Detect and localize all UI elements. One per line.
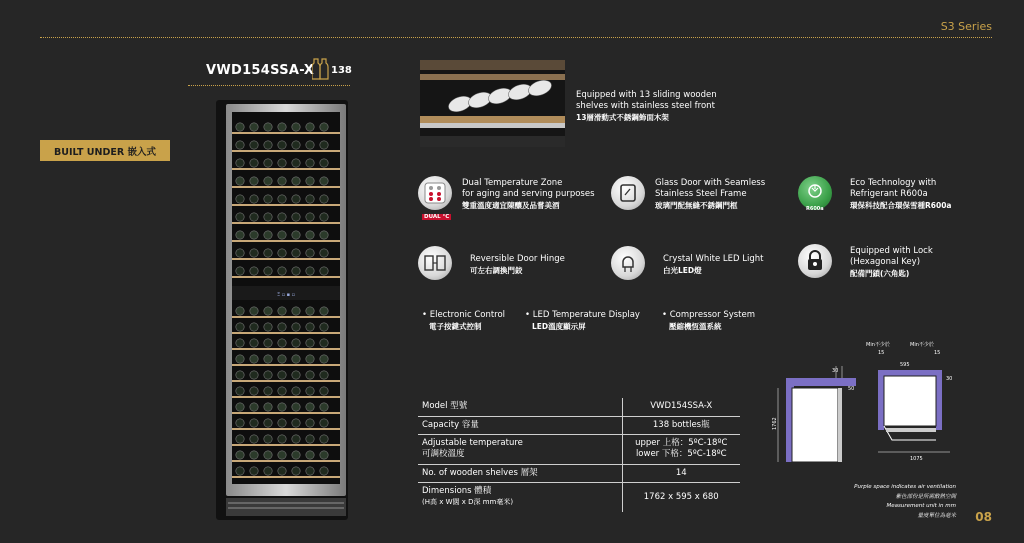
table-row: Model 型號 VWD154SSA-X bbox=[418, 398, 740, 416]
spec-table bbox=[418, 398, 740, 512]
table-row: Dimensions 體積 (H高 x W闊 x D深 mm毫米) 1762 x 595 x 680 bbox=[418, 482, 740, 512]
feature-led-light: Crystal White LED Light 白光LED燈 bbox=[611, 246, 801, 296]
side-view-diagram bbox=[772, 364, 860, 474]
bullet-compressor: • Compressor System 壓縮機恆溫系統 bbox=[662, 310, 756, 331]
r600a-badge: R600a bbox=[806, 206, 824, 212]
dim-15a: 15 bbox=[878, 350, 885, 356]
bullet-electronic-control: • Electronic Control 電子按鍵式控制 bbox=[422, 310, 506, 331]
dim-1762: 1762 bbox=[772, 417, 778, 430]
eco-r600a-icon bbox=[798, 176, 832, 210]
shelf-caption: Equipped with 13 sliding wooden shelves with stainless steel front 13層滑動式不銹鋼飾面木架 bbox=[576, 90, 717, 122]
dim-595: 595 bbox=[900, 362, 910, 368]
note-unit-en: Measurement unit in mm bbox=[886, 503, 956, 509]
dim-50: 50 bbox=[848, 386, 855, 392]
fridge-display: Ξ ▫ ▪ ▫ bbox=[276, 292, 296, 298]
model-title: VWD154SSA-X bbox=[206, 63, 315, 78]
lock-icon bbox=[798, 244, 832, 278]
feature-lock: Equipped with Lock (Hexagonal Key) 配備門鎖(六角匙) bbox=[798, 244, 988, 294]
dual-temp-icon bbox=[418, 176, 452, 210]
dim-15b: 15 bbox=[934, 350, 941, 356]
feature-glass-door: Glass Door with Seamless Stainless Steel Frame 玻璃門配無縫不銹鋼門框 bbox=[611, 176, 801, 226]
dual-badge: DUAL °C bbox=[424, 214, 450, 220]
series-label: S3 Series bbox=[940, 20, 992, 33]
feature-dual-temp: DUAL °C Dual Temperature Zone for aging and serving purposes 雙重溫度適宜陳釀及品嘗美酒 bbox=[418, 176, 608, 226]
wine-bottle-icon bbox=[312, 58, 330, 80]
min-label-2: Min不少於 bbox=[910, 342, 934, 348]
note-unit-cn: 量度單位為毫米 bbox=[917, 513, 956, 519]
min-label-1: Min不少於 bbox=[866, 342, 890, 348]
table-row: Adjustable temperature 可調校溫度 upper 上格：5ºC-18ºC lower 下格：5ºC-18ºC bbox=[418, 434, 740, 464]
glass-door-icon bbox=[611, 176, 645, 210]
built-under-badge: BUILT UNDER 嵌入式 bbox=[40, 140, 170, 161]
top-view-diagram bbox=[864, 340, 974, 464]
bullet-led-display: • LED Temperature Display LED溫度顯示屏 bbox=[525, 310, 640, 331]
sliding-shelf-photo bbox=[420, 60, 565, 147]
note-purple-en: Purple space indicates air ventilation bbox=[854, 484, 956, 490]
feature-door-hinge: Reversible Door Hinge 可左右調換門鉸 bbox=[418, 246, 608, 296]
bottle-count: 138 bbox=[331, 65, 352, 76]
table-row: Capacity 容量 138 bottles瓶 bbox=[418, 416, 740, 434]
feature-eco: R600a Eco Technology with Refrigerant R600a 環保科技配合環保雪種R600a bbox=[798, 176, 988, 226]
wine-cooler-image bbox=[216, 100, 348, 520]
table-row: No. of wooden shelves 層架 14 bbox=[418, 464, 740, 482]
header-divider bbox=[40, 37, 992, 38]
door-hinge-icon bbox=[418, 246, 452, 280]
page-number: 08 bbox=[975, 510, 992, 524]
dim-30a: 30 bbox=[832, 368, 839, 374]
dim-30b: 30 bbox=[946, 376, 953, 382]
dim-1075: 1075 bbox=[910, 456, 923, 462]
note-purple-cn: 紫色部份是所需散熱空間 bbox=[895, 494, 956, 500]
led-light-icon bbox=[611, 246, 645, 280]
model-underline bbox=[188, 85, 350, 86]
